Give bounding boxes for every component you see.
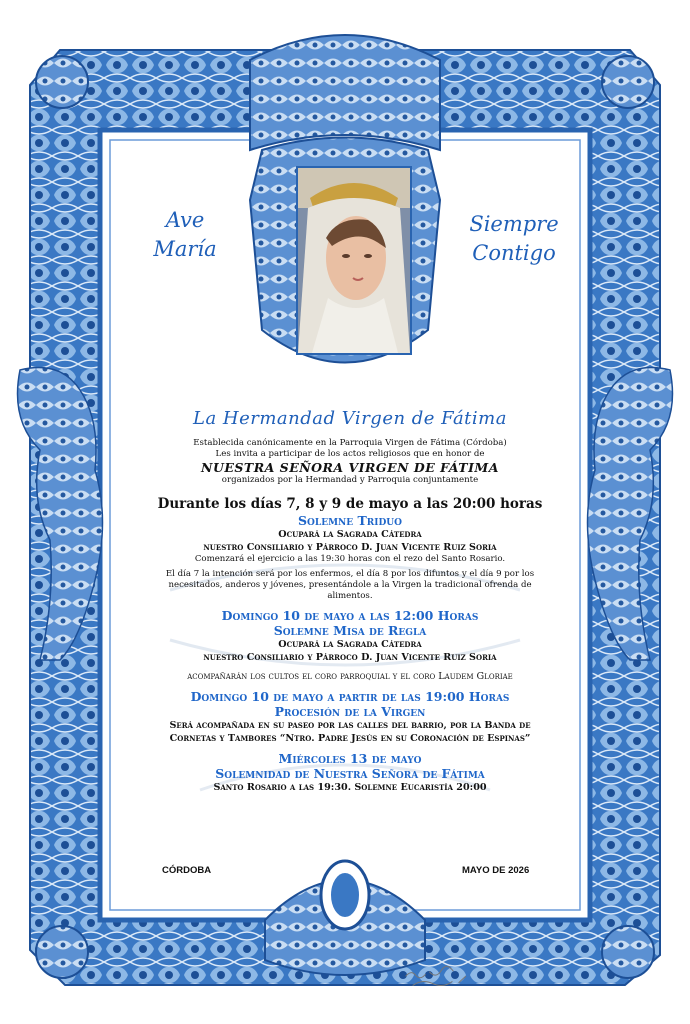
intro-line-2: Les invita a participar de los actos religiosos que en honor de: [215, 449, 485, 459]
intro-line-3: organizados por la Hermandad y Parroquia conjuntamente: [221, 475, 479, 485]
triduo-title: Solemne Triduo: [298, 513, 402, 528]
misa-music: acompañarán los cultos el coro parroquial y el coro Laudem Gloriae: [187, 671, 513, 682]
intro-line-1: Establecida canónicamente en la Parroquia Virgen de Fátima (Córdoba): [193, 438, 507, 448]
solemnidad-line: Santo Rosario a las 19:30. Solemne Eucaristía 20:00: [213, 782, 487, 793]
greeting-right: [458, 210, 570, 268]
triduo-note-1: Comenzará el ejercicio a las 19:30 horas con el rezo del Santo Rosario.: [194, 554, 506, 564]
greeting-right-line1: Siempre: [469, 212, 559, 236]
misa-date: Domingo 10 de mayo a las 12:00 Horas: [221, 608, 479, 623]
triduo-note-2: El día 7 la intención será por los enfermos, el día 8 por los difuntos y el día 9 por los necesitados, anderos y jóvenes, presentándole a la Virgen la tradicional ofrenda de alimentos.: [165, 569, 535, 601]
honoree-name: NUESTRA SEÑORA VIRGEN DE FÁTIMA: [201, 460, 499, 475]
procesion-line-1: Será acompañada en su paseo por las calles del barrio, por la Banda de: [169, 720, 531, 731]
solemnidad-date: Miércoles 13 de mayo: [278, 751, 422, 766]
procesion-line-2: Cornetas y Tambores “Ntro. Padre Jesús en su Coronación de Espinas”: [169, 733, 531, 744]
misa-preacher: nuestro Consiliario y Párroco D. Juan Vicente Ruiz Soria: [203, 652, 497, 663]
triduo-catedra: Ocupará la Sagrada Cátedra: [278, 529, 422, 540]
triduo-dates: Durante los días 7, 8 y 9 de mayo a las 20:00 horas: [157, 496, 543, 512]
triduo-preacher: nuestro Consiliario y Párroco D. Juan Vicente Ruiz Soria: [203, 542, 497, 553]
greeting-left-line1: Ave: [165, 208, 205, 232]
greeting-left-line2: María: [153, 237, 217, 261]
greeting-left: [140, 206, 230, 264]
hermandad-title: La Hermandad Virgen de Fátima: [193, 408, 507, 429]
footer-city: CÓRDOBA: [162, 865, 212, 876]
solemnidad-title: Solemnidad de Nuestra Señora de Fátima: [215, 766, 485, 781]
procesion-date: Domingo 10 de mayo a partir de las 19:00 Horas: [190, 689, 510, 704]
announcement-text: [150, 408, 550, 794]
footer-date: MAYO DE 2026: [462, 865, 530, 876]
procesion-title: Procesión de la Virgen: [274, 704, 426, 719]
misa-title: Solemne Misa de Regla: [273, 623, 427, 638]
virgin-portrait: [296, 166, 412, 355]
misa-catedra: Ocupará la Sagrada Cátedra: [278, 639, 422, 650]
greeting-right-line2: Contigo: [472, 241, 556, 265]
